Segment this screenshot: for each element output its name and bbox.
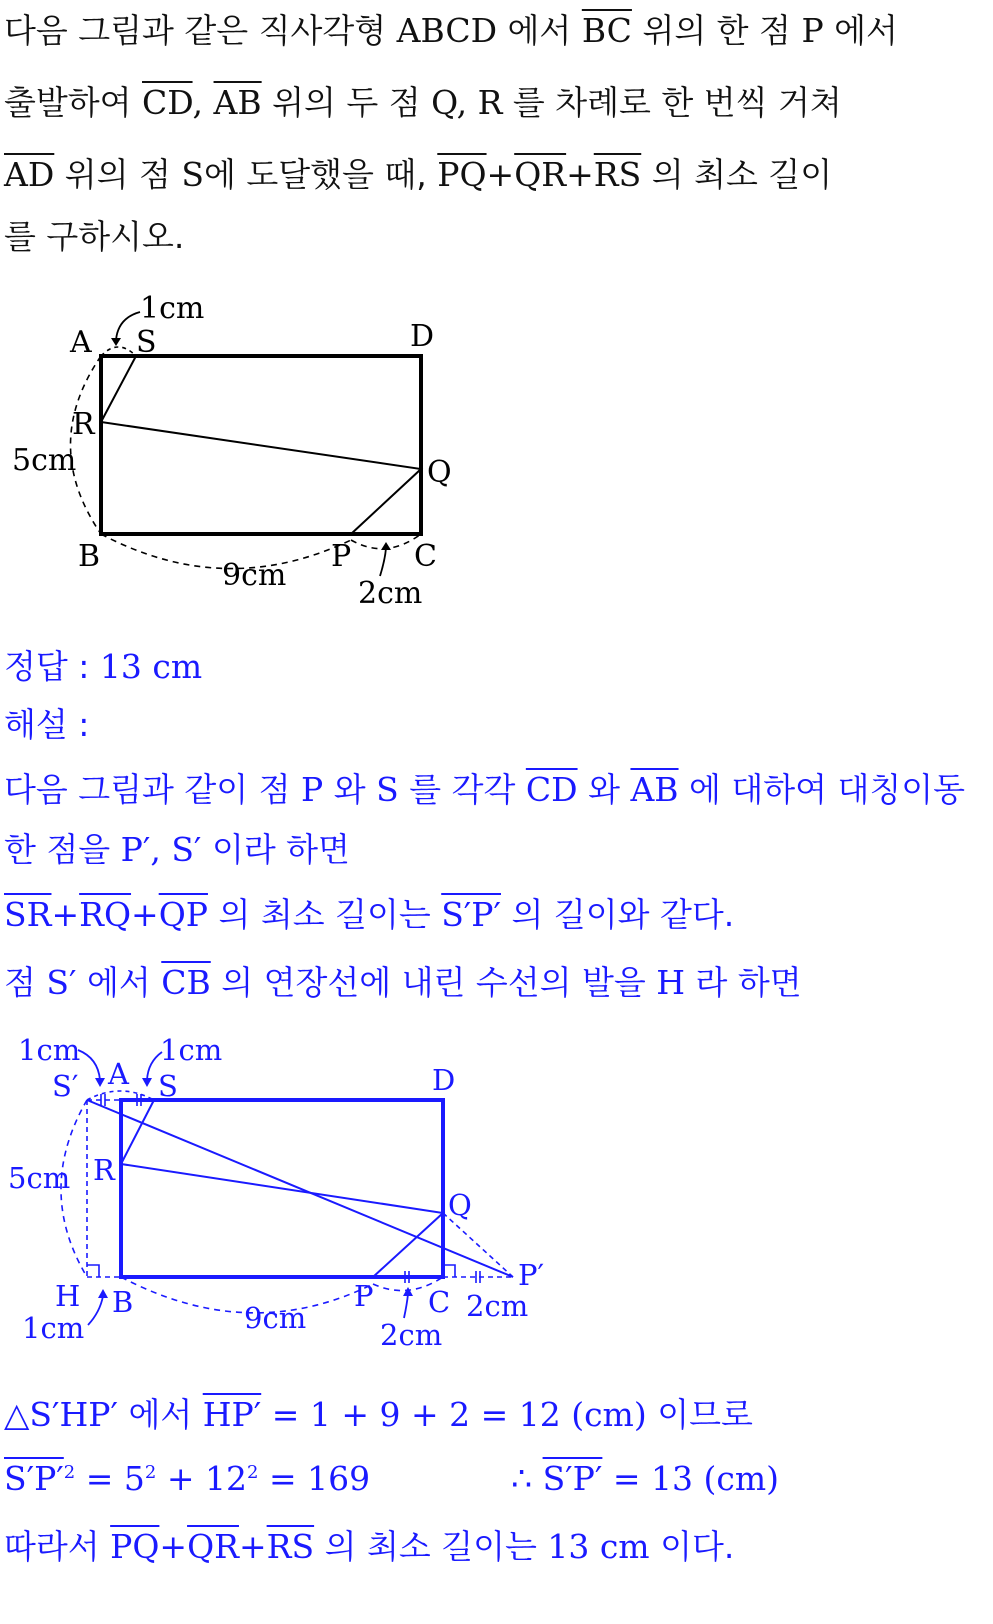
label-p-prime: P′: [518, 1258, 545, 1292]
label-d: D: [432, 1063, 456, 1097]
therefore-symbol: ∴: [511, 1459, 533, 1498]
point-s-prime: S′: [46, 963, 77, 1002]
label-c: C: [428, 1285, 451, 1319]
label-r: R: [93, 1153, 115, 1187]
segment-ab: $\overline{AB}$: [630, 770, 679, 809]
solution-line-2: 한 점을 P′, S′ 이라 하면: [4, 830, 350, 869]
segment-rq: $\overline{RQ}$: [79, 895, 132, 934]
text: 위의 점: [64, 155, 171, 194]
figure-1: [0, 290, 993, 610]
label-d: D: [410, 319, 435, 354]
dim-bottom-c: 2cm: [380, 1318, 443, 1352]
segment-ad: $\overline{AD}$: [4, 155, 55, 194]
dim-top-left: 1cm: [18, 1033, 81, 1067]
arrow-1cm-left: [78, 1050, 100, 1080]
point-h: H: [656, 963, 686, 1002]
path-pqrs: [121, 1100, 443, 1277]
solution-label: 해설 :: [4, 705, 90, 744]
label-h: H: [55, 1279, 81, 1313]
dim-top-right: 1cm: [160, 1033, 223, 1067]
segment-rs: $\overline{RS}$: [266, 1527, 315, 1566]
segment-pq: $\overline{PQ}$: [437, 155, 487, 194]
arrowhead: [142, 1078, 152, 1087]
arrow-2cm: [380, 548, 386, 576]
point-s-prime: S′: [171, 830, 202, 869]
label-p: P: [354, 1279, 374, 1313]
dim-bottom: 9cm: [244, 1301, 307, 1335]
label-s: S: [136, 325, 157, 360]
solution-line-4: 점 S′ 에서 $\overline{CB}$ 의 연장선에 내린 수선의 발을 H 라 하면: [4, 963, 802, 1002]
label-a: A: [70, 325, 92, 360]
label-b: B: [78, 539, 101, 574]
arrowhead: [98, 1289, 108, 1298]
text: 를 차례로 한 번씩 거쳐: [512, 83, 842, 122]
triangle-s-prime-h-p-prime: △S′HP′: [4, 1395, 118, 1434]
text: 에서: [834, 11, 898, 50]
calc-line-1: △S′HP′ 에서 HP′ = 1 + 9 + 2 = 12 (cm) 이므로: [4, 1395, 753, 1434]
problem-line-4: 를 구하시오.: [4, 217, 185, 256]
solution-line-3: $\overline{SR}+\overline{RQ}+\overline{QP}$ 의 최소 길이는 S′P′ 의 길이와 같다.: [4, 895, 735, 934]
rect-name: ABCD: [396, 11, 498, 50]
path-pqrs: [101, 356, 421, 534]
line-q-p-prime: [443, 1213, 513, 1277]
segment-hp-prime: HP′: [202, 1395, 262, 1434]
arrowhead: [381, 542, 391, 550]
segment-qp: $\overline{QP}$: [158, 895, 208, 934]
figure-2: [0, 1030, 993, 1370]
arrow-2cm: [404, 1294, 408, 1318]
arrow-1cm-bottom: [88, 1296, 103, 1325]
answer-line: [4, 647, 203, 686]
answer-value: 13 cm: [99, 647, 203, 686]
right-angle-h: [87, 1265, 99, 1277]
label-c: C: [414, 539, 437, 574]
segment-cd: $\overline{CD}$: [142, 83, 193, 122]
text: 에 도달했을 때,: [204, 155, 427, 194]
calc-line-3: 따라서 $\overline{PQ}+\overline{QR}+\overline{RS}$ 의 최소 길이는 13 cm 이다.: [4, 1527, 735, 1566]
dim-top: 1cm: [140, 291, 205, 326]
text: 에서: [507, 11, 572, 50]
point-p: P: [801, 11, 824, 50]
arrowhead: [111, 338, 121, 346]
arrowhead: [95, 1078, 105, 1087]
text: 위의 두 점: [272, 83, 421, 122]
segment-pq: $\overline{PQ}$: [110, 1527, 160, 1566]
equation: = 1 + 9 + 2 = 12 (cm): [271, 1395, 647, 1434]
arrowhead: [403, 1287, 413, 1296]
point-q: Q: [431, 83, 457, 122]
label-a: A: [108, 1057, 129, 1091]
label-p: P: [331, 539, 352, 574]
label-b: B: [112, 1285, 134, 1319]
tick-marks: [101, 1094, 480, 1283]
text: 의 최소 길이: [651, 155, 833, 194]
segment-cb: $\overline{CB}$: [161, 963, 211, 1002]
point-r: R: [477, 83, 503, 122]
segment-qr: $\overline{QR}$: [187, 1527, 239, 1566]
problem-line-2: 출발하여 $\overline{CD}$, $\overline{AB}$ 위의 두 점 Q, R 를 차례로 한 번씩 거쳐: [4, 83, 842, 122]
dim-left: 5cm: [8, 1161, 71, 1195]
dim-bottom-left: 1cm: [22, 1311, 85, 1345]
text: 위의 한 점: [642, 11, 791, 50]
point-p-prime: P′: [120, 830, 151, 869]
problem-line-3: $\overline{AD}$ 위의 점 S에 도달했을 때, $\overline{PQ}+\overline{QR}+\overline{RS}$ 의 최소 길이: [4, 155, 833, 194]
label-s: S: [158, 1069, 178, 1103]
calc-line-2: $S'P'^2 = 5^2 + 12^2 = 169$ ∴ S′P′ = 13 (cm): [4, 1459, 780, 1498]
segment-rs: $\overline{RS}$: [593, 155, 642, 194]
label-s-prime: S′: [52, 1069, 79, 1103]
segment-s-prime-p-prime: S′P′: [4, 1459, 64, 1498]
point-s: S: [376, 770, 399, 809]
dim-bottom: 9cm: [222, 558, 287, 593]
problem-line-1: [4, 11, 898, 50]
text: 다음 그림과 같은 직사각형: [4, 11, 387, 50]
segment-bc: $\overline{BC}$: [581, 11, 632, 50]
final-value: 13 cm: [547, 1527, 650, 1566]
segment-ab: $\overline{AB}$: [213, 83, 262, 122]
dim-left: 5cm: [12, 443, 77, 478]
answer-label: 정답 :: [4, 647, 90, 686]
text: 출발하여: [4, 83, 132, 122]
label-r: R: [72, 407, 95, 442]
label-q: Q: [427, 455, 452, 490]
point-p: P: [301, 770, 324, 809]
segment-s-prime-p-prime: S′P′: [542, 1459, 603, 1498]
segment-s-prime-p-prime: S′P′: [441, 895, 501, 934]
dim-right-c: 2cm: [466, 1289, 529, 1323]
segment-cd: $\overline{CD}$: [525, 770, 578, 809]
dim-bottom-right: 2cm: [358, 576, 423, 610]
segment-qr: $\overline{QR}$: [514, 155, 567, 194]
solution-line-1: 다음 그림과 같이 점 P 와 S 를 각각 $\overline{CD}$ 와 $\overline{AB}$ 에 대하여 대칭이동: [4, 770, 966, 809]
label-q: Q: [448, 1188, 472, 1222]
point-s: S: [181, 155, 205, 194]
segment-sr: $\overline{SR}$: [4, 895, 52, 934]
